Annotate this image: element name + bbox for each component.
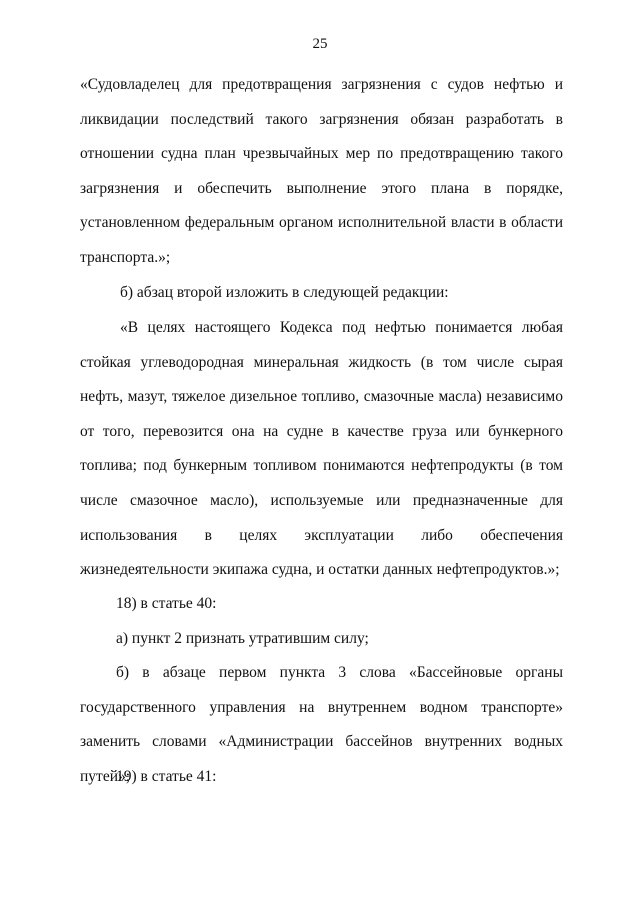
page-number: 25 — [312, 36, 328, 52]
paragraph-oil-definition: «В целях настоящего Кодекса под нефтью понимается любая стойкая углеводородная минеральная жидкость (в том числе сырая нефть, мазут, тяжелое дизельное топливо, смазочные масла) независимо от того, перевозится она на судне в качестве груза или бункерного топлива; под бункерным топливом понимаются нефтепродукты (в том числе смазочное масло), используемые или предназначенные для использования в целях эксплуатации либо обеспечения жизнедеятельности экипажа судна, и остатки данных нефтепродуктов.»; — [80, 319, 563, 579]
paragraph-shipowner-obligation: «Судовладелец для предотвращения загрязнения с судов нефтью и ликвидации последствий такого загрязнения обязан разработать в отношении судна план чрезвычайных мер по предотвращению такого загрязнения и обеспечить выполнение этого плана в порядке, установленном федеральным органом исполнительной власти в области транспорта.»; — [80, 76, 563, 266]
paragraph-subitem-b-replace: б) в абзаце первом пункта 3 слова «Бассейновые органы государственного управления на внутреннем водном транспорте» заменить словами «Администрации бассейнов внутренних водных путей»; — [80, 664, 563, 785]
paragraph-item-19: 19) в статье 41: — [116, 768, 217, 785]
paragraph-item-18: 18) в статье 40: — [116, 595, 217, 612]
paragraph-subitem-b-abzac: б) абзац второй изложить в следующей редакции: — [120, 284, 449, 301]
paragraph-subitem-a: а) пункт 2 признать утратившим силу; — [116, 630, 369, 647]
